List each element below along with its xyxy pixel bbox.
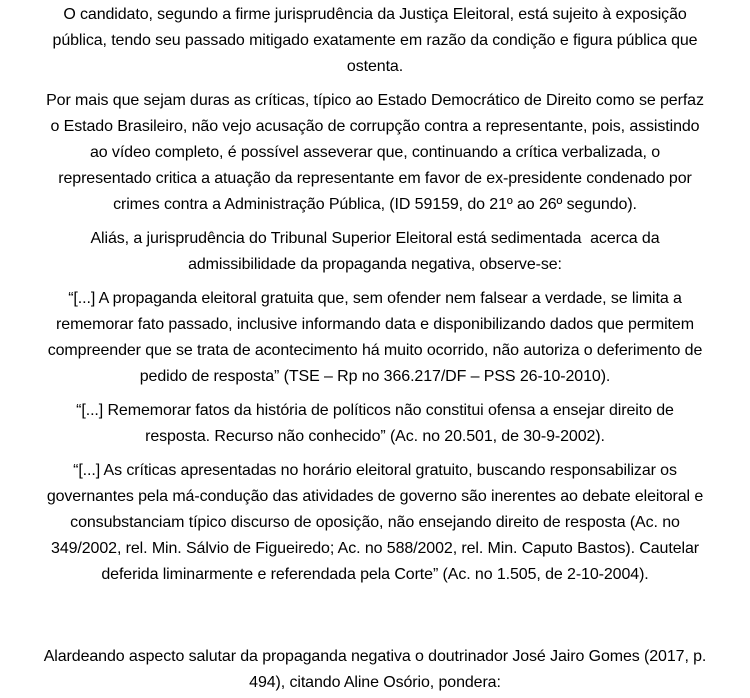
text-line: 349/2002, rel. Min. Sálvio de Figueiredo; Ac. no 588/2002, rel. Min. Caputo Bastos). Cautelar [51, 540, 699, 557]
text-line: O candidato, segundo a firme jurisprudência da Justiça Eleitoral, está sujeito à exposição [63, 6, 687, 23]
text-line: crimes contra a Administração Pública, (ID 59159, do 21º ao 26º segundo). [113, 196, 637, 213]
paragraph-doctrine-jose-jairo-gomes [28, 644, 722, 696]
paragraph-criticism-analysis [28, 88, 722, 218]
text-line: Aliás, a jurisprudência do Tribunal Superior Eleitoral está sedimentada acerca da [90, 230, 660, 247]
text-line: governantes pela má-condução das atividades de governo são inerentes ao debate eleitoral e [46, 488, 704, 505]
text-line: rememorar fato passado, inclusive informando data e disponibilizando dados que permitem [56, 316, 694, 333]
text-line: “[...] A propaganda eleitoral gratuita que, sem ofender nem falsear a verdade, se limita a [68, 290, 682, 307]
text-line: pública, tendo seu passado mitigado exatamente em razão da condição e figura pública que [52, 32, 698, 49]
paragraph-candidate-exposure [28, 2, 722, 80]
paragraph-tse-jurisprudence-intro [28, 226, 722, 278]
quote-ac-349-588 [28, 458, 722, 588]
text-line: o Estado Brasileiro, não vejo acusação de corrupção contra a representante, pois, assistindo [50, 118, 700, 135]
text-line: Por mais que sejam duras as críticas, típico ao Estado Democrático de Direito como se perfaz [46, 92, 704, 109]
text-line: ostenta. [346, 58, 404, 75]
text-line: compreender que se trata de acontecimento há muito ocorrido, não autoriza o deferimento de [47, 342, 703, 359]
text-line: ao vídeo completo, é possível asseverar que, continuando a crítica verbalizada, o [89, 144, 661, 161]
text-line: “[...] As críticas apresentadas no horário eleitoral gratuito, buscando responsabilizar os [73, 462, 677, 479]
text-line: consubstanciam típico discurso de oposição, não ensejando direito de resposta (Ac. no [70, 514, 680, 531]
text-line: 494), citando Aline Osório, pondera: [249, 674, 501, 691]
text-line: Alardeando aspecto salutar da propaganda negativa o doutrinador José Jairo Gomes (2017, p. [43, 648, 707, 665]
quote-tse-rp-366217 [28, 286, 722, 390]
quote-ac-20501 [28, 398, 722, 450]
text-line: representado critica a atuação da representante em favor de ex-presidente condenado por [58, 170, 692, 187]
text-line: “[...] Rememorar fatos da história de políticos não constitui ofensa a ensejar direito de [76, 402, 674, 419]
text-line: deferida liminarmente e referendada pela Corte” (Ac. no 1.505, de 2-10-2004). [101, 566, 649, 583]
text-line: pedido de resposta” (TSE – Rp no 366.217/DF – PSS 26-10-2010). [139, 368, 611, 385]
text-line: admissibilidade da propaganda negativa, observe-se: [188, 256, 562, 273]
text-line: resposta. Recurso não conhecido” (Ac. no 20.501, de 30-9-2002). [145, 428, 605, 445]
